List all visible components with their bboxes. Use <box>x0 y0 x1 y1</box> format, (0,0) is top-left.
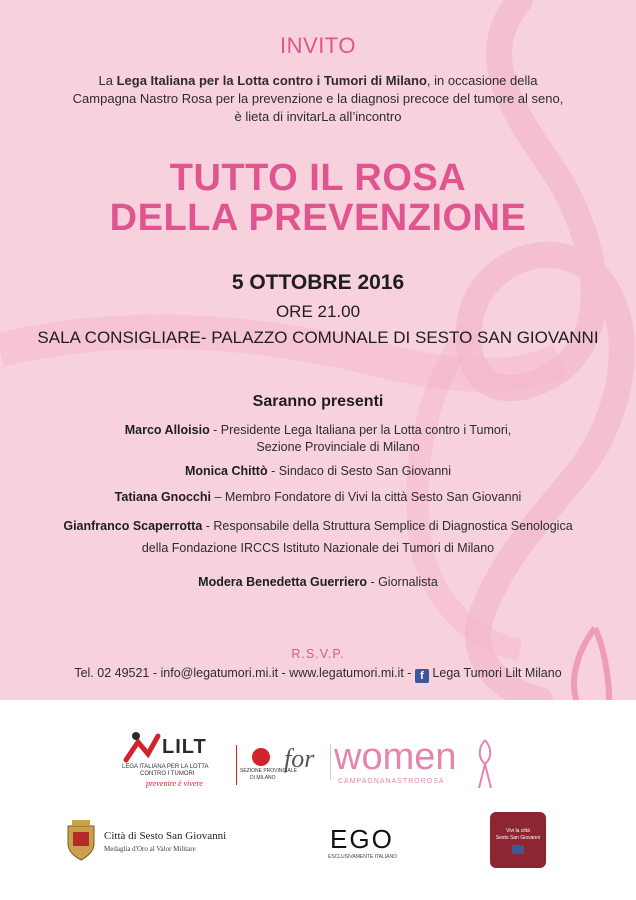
event-title <box>0 158 636 238</box>
sesto-title: Città di Sesto San Giovanni <box>104 830 227 842</box>
vivi-la-citta-logo <box>490 812 546 868</box>
speaker-item <box>0 515 636 559</box>
for-text: for <box>284 744 315 773</box>
vivi-text-1: Vivi la città <box>506 828 530 834</box>
women-text: women <box>334 736 457 778</box>
for-women-divider <box>330 744 331 780</box>
speaker-role-cont: della Fondazione IRCCS Istituto Nazionale dei Tumori di Milano <box>141 541 495 555</box>
ego-logo <box>328 824 408 864</box>
event-date: 5 OTTOBRE 2016 <box>231 271 405 294</box>
ego-subtitle: ESCLUSIVAMENTE ITALIANO <box>328 854 397 860</box>
lilt-figure-icon <box>122 730 162 764</box>
vivi-facebook-icon <box>512 845 524 854</box>
intro-line-1 <box>0 72 636 90</box>
intro-organization: Lega Italiana per la Lotta contro i Tumori di Milano <box>116 73 427 88</box>
lilt-wordmark: LILT <box>162 736 207 758</box>
event-venue: SALA CONSIGLIARE- PALAZZO COMUNALE DI SESTO SAN GIOVANNI <box>37 328 599 347</box>
speaker-name: Modera Benedetta Guerriero <box>198 575 367 589</box>
invito-heading: INVITO <box>280 33 356 58</box>
lilt-slogan: prevenire è vivere <box>146 779 203 788</box>
intro-line1-suffix: , in occasione della <box>426 73 538 88</box>
intro-text <box>0 72 636 126</box>
rsvp-label: R.S.V.P. <box>291 647 345 661</box>
ribbon-icon <box>476 738 494 790</box>
intro-line-3: è lieta di invitarLa all’incontro <box>234 109 402 124</box>
lilt-logo <box>122 730 232 790</box>
divider <box>236 745 237 785</box>
event-time: ORE 21.00 <box>275 302 361 321</box>
facebook-link[interactable]: Lega Tumori Lilt Milano <box>432 666 562 680</box>
contacts-line <box>0 666 636 683</box>
speaker-line <box>0 422 636 439</box>
speaker-name: Monica Chittò <box>184 464 268 478</box>
speaker-role: - Sindaco di Sesto San Giovanni <box>267 464 452 478</box>
contact-info[interactable]: Tel. 02 49521 - info@legatumori.mi.it - www.legatumori.mi.it - <box>74 666 412 680</box>
lilt-subtitle-2: CONTRO I TUMORI <box>140 771 195 777</box>
for-women-logo <box>284 738 494 794</box>
speaker-name: Marco Alloisio <box>124 423 210 437</box>
sezione-logo <box>240 748 297 788</box>
vivi-text-2: Sesto San Giovanni <box>495 835 541 841</box>
sesto-logo <box>64 818 244 866</box>
lilt-subtitle-1: LEGA ITALIANA PER LA LOTTA <box>122 764 209 770</box>
speaker-item <box>0 463 636 480</box>
campagna-text: CAMPAGNANASTROROSA <box>338 778 445 785</box>
speaker-role: - Responsabile della Struttura Semplice di Diagnostica Senologica <box>202 519 573 533</box>
city-crest-icon <box>64 818 98 862</box>
speaker-role: - Giornalista <box>366 575 438 589</box>
sezione-text-2: DI MILANO <box>250 775 276 781</box>
speaker-role-cont: Sezione Provinciale di Milano <box>256 440 420 454</box>
event-title-line-1: TUTTO IL ROSA <box>169 157 467 199</box>
speaker-item <box>0 489 636 506</box>
sezione-mark-icon <box>252 748 270 766</box>
intro-prefix: La <box>98 73 117 88</box>
event-title-line-2: DELLA PREVENZIONE <box>109 197 527 239</box>
speaker-item <box>0 422 636 456</box>
facebook-icon[interactable]: f <box>415 669 429 683</box>
intro-line-2: Campagna Nastro Rosa per la prevenzione e la diagnosi precoce del tumore al seno, <box>72 91 564 106</box>
speaker-role: – Membro Fondatore di Vivi la città Sesto San Giovanni <box>210 490 522 504</box>
speaker-role: - Presidente Lega Italiana per la Lotta contro i Tumori, <box>209 423 512 437</box>
sezione-text-1: SEZIONE PROVINCIALE <box>240 768 297 774</box>
speakers-heading: Saranno presenti <box>252 393 384 410</box>
speaker-name: Gianfranco Scaperrotta <box>63 519 203 533</box>
speaker-line <box>0 515 636 537</box>
speaker-item <box>0 574 636 591</box>
ego-wordmark: EGO <box>330 824 394 854</box>
sesto-subtitle: Medaglia d'Oro al Valor Militare <box>104 845 196 853</box>
speaker-name: Tatiana Gnocchi <box>114 490 211 504</box>
